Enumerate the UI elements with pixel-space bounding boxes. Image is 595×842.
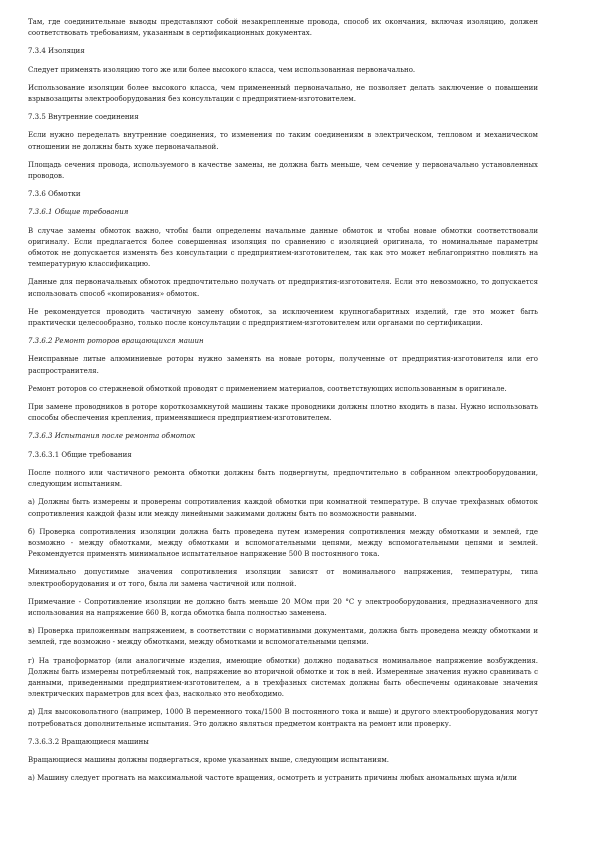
paragraph: Если нужно переделать внутренние соединения, то изменения по таким соединениям в электрическом, тепловом и механическом отношении не должны быть хуже первоначальной. [28,131,538,151]
section-heading: 7.3.6.3.2 Вращающиеся машины [28,737,149,746]
paragraph: в) Проверка приложенным напряжением, в соответствии с нормативными документами, должна быть проведена между обмотками и землей, где возможно - между обмотками, между обмотками и вспомогательными цепями. [28,627,538,647]
paragraph: б) Проверка сопротивления изоляции должна быть проведена путем измерения сопротивления между обмотками и землей, где возможно - между обмотками, между обмотками и вспомогательными цепями, между вспомогательными цепями и землей. Рекомендуется применять минимальное испытательное напряжение 500 В постоянного тока. [28,527,538,559]
paragraph: Использование изоляции более высокого класса, чем примененный первоначально, не позволяет делать заключение о повышении взрывозащиты электрооборудования без консультации с предприятием-изготовителем. [28,83,538,104]
paragraph: Площадь сечения провода, используемого в качестве замены, не должна быть меньше, чем сечение у первоначально установленных проводов. [28,160,538,181]
paragraph: Там, где соединительные выводы представляют собой незакрепленные провода, способ их окончания, включая изоляцию, должен соответствовать требованиям, указанным в сертификационных документах. [28,18,538,38]
paragraph: Вращающиеся машины должны подвергаться, кроме указанных выше, следующим испытаниям. [28,755,390,764]
paragraph: Минимально допустимые значения сопротивления изоляции зависят от номинального напряжения, температуры, типа электрооборудования и от того, была ли замена частичной или полной. [28,568,538,588]
paragraph: В случае замены обмоток важно, чтобы были определены начальные данные обмоток и чтобы новые обмотки соответствовали оригиналу. Если предлагается более совершенная изоляция по сравнению с изоляцией оригинала, то номинальные параметры обмоток не допускается изменять без консультации с предприятием-изготовителем, так как это может неблагоприятно повлиять на температурную классификацию. [28,226,538,269]
paragraph: а) Должны быть измерены и проверены сопротивления каждой обмотки при комнатной температуре. В случае трехфазных обмоток сопротивления каждой фазы или между линейными зажимами должны быть по возможности равными. [28,498,538,518]
section-heading: 7.3.6.1 Общие требования [28,208,129,217]
paragraph: После полного или частичного ремонта обмотки должны быть подвергнуты, предпочтительно в собранном электрооборудовании, следующим испытаниям. [28,468,538,489]
paragraph: Ремонт роторов со стержневой обмоткой проводят с применением материалов, соответствующих использованным в оригинале. [28,384,507,393]
section-heading: 7.3.6.3.1 Общие требования [28,450,132,459]
section-heading: 7.3.6.2 Ремонт роторов вращающихся машин [28,337,204,346]
document-body [28,17,538,784]
section-heading: 7.3.6.3 Испытания после ремонта обмоток [28,432,196,441]
paragraph: Примечание - Сопротивление изоляции не должно быть меньше 20 МОм при 20 °С у электрооборудования, предназначенного для использования на напряжение 660 В, когда обмотка была полностью заменена. [28,597,538,617]
paragraph: Не рекомендуется проводить частичную замену обмоток, за исключением крупногабаритных изделий, где это может быть практически целесообразно, только после консультации с предприятием-изготовителем или органами по сертификации. [28,307,538,328]
paragraph: а) Машину следует прогнать на максимальной частоте вращения, осмотреть и устранить причины любых аномальных шума и/или [28,774,517,783]
paragraph: Неисправные литые алюминиевые роторы нужно заменять на новые роторы, полученные от предприятия-изготовителя или его распространителя. [28,355,538,375]
section-heading: 7.3.5 Внутренние соединения [28,113,139,122]
paragraph: При замене проводников в роторе короткозамкнутой машины также проводники должны плотно входить в пазы. Нужно использовать способы обеспечения крепления, применявшиеся предприятием-изготовителем. [28,403,538,423]
paragraph: г) На трансформатор (или аналогичные изделия, имеющие обмотки) должно подаваться номинальное напряжение возбуждения. Должны быть измерены потребляемый ток, напряжение во вторичной обмотке и ток в ней. Измеренные значения нужно сравнивать с данными, приведенными предприятием-изготовителем, а в трехфазных системах должны быть обеспечены одинаковые значения электрических параметров для всех фаз, насколько это необходимо. [28,656,538,699]
paragraph: Данные для первоначальных обмоток предпочтительно получать от предприятия-изготовителя. Если это невозможно, то допускается использовать способ «копирования» обмоток. [28,278,538,298]
section-heading: 7.3.4 Изоляция [28,47,85,56]
paragraph: д) Для высоковольтного (например, 1000 В переменного тока/1500 В постоянного тока и выше) и другого электрооборудования могут потребоваться дополнительные испытания. Это должно являться предметом контракта на ремонт или проверку. [28,708,538,728]
paragraph: Следует применять изоляцию того же или более высокого класса, чем использованная первоначально. [28,65,416,74]
section-heading: 7.3.6 Обмотки [28,190,81,199]
